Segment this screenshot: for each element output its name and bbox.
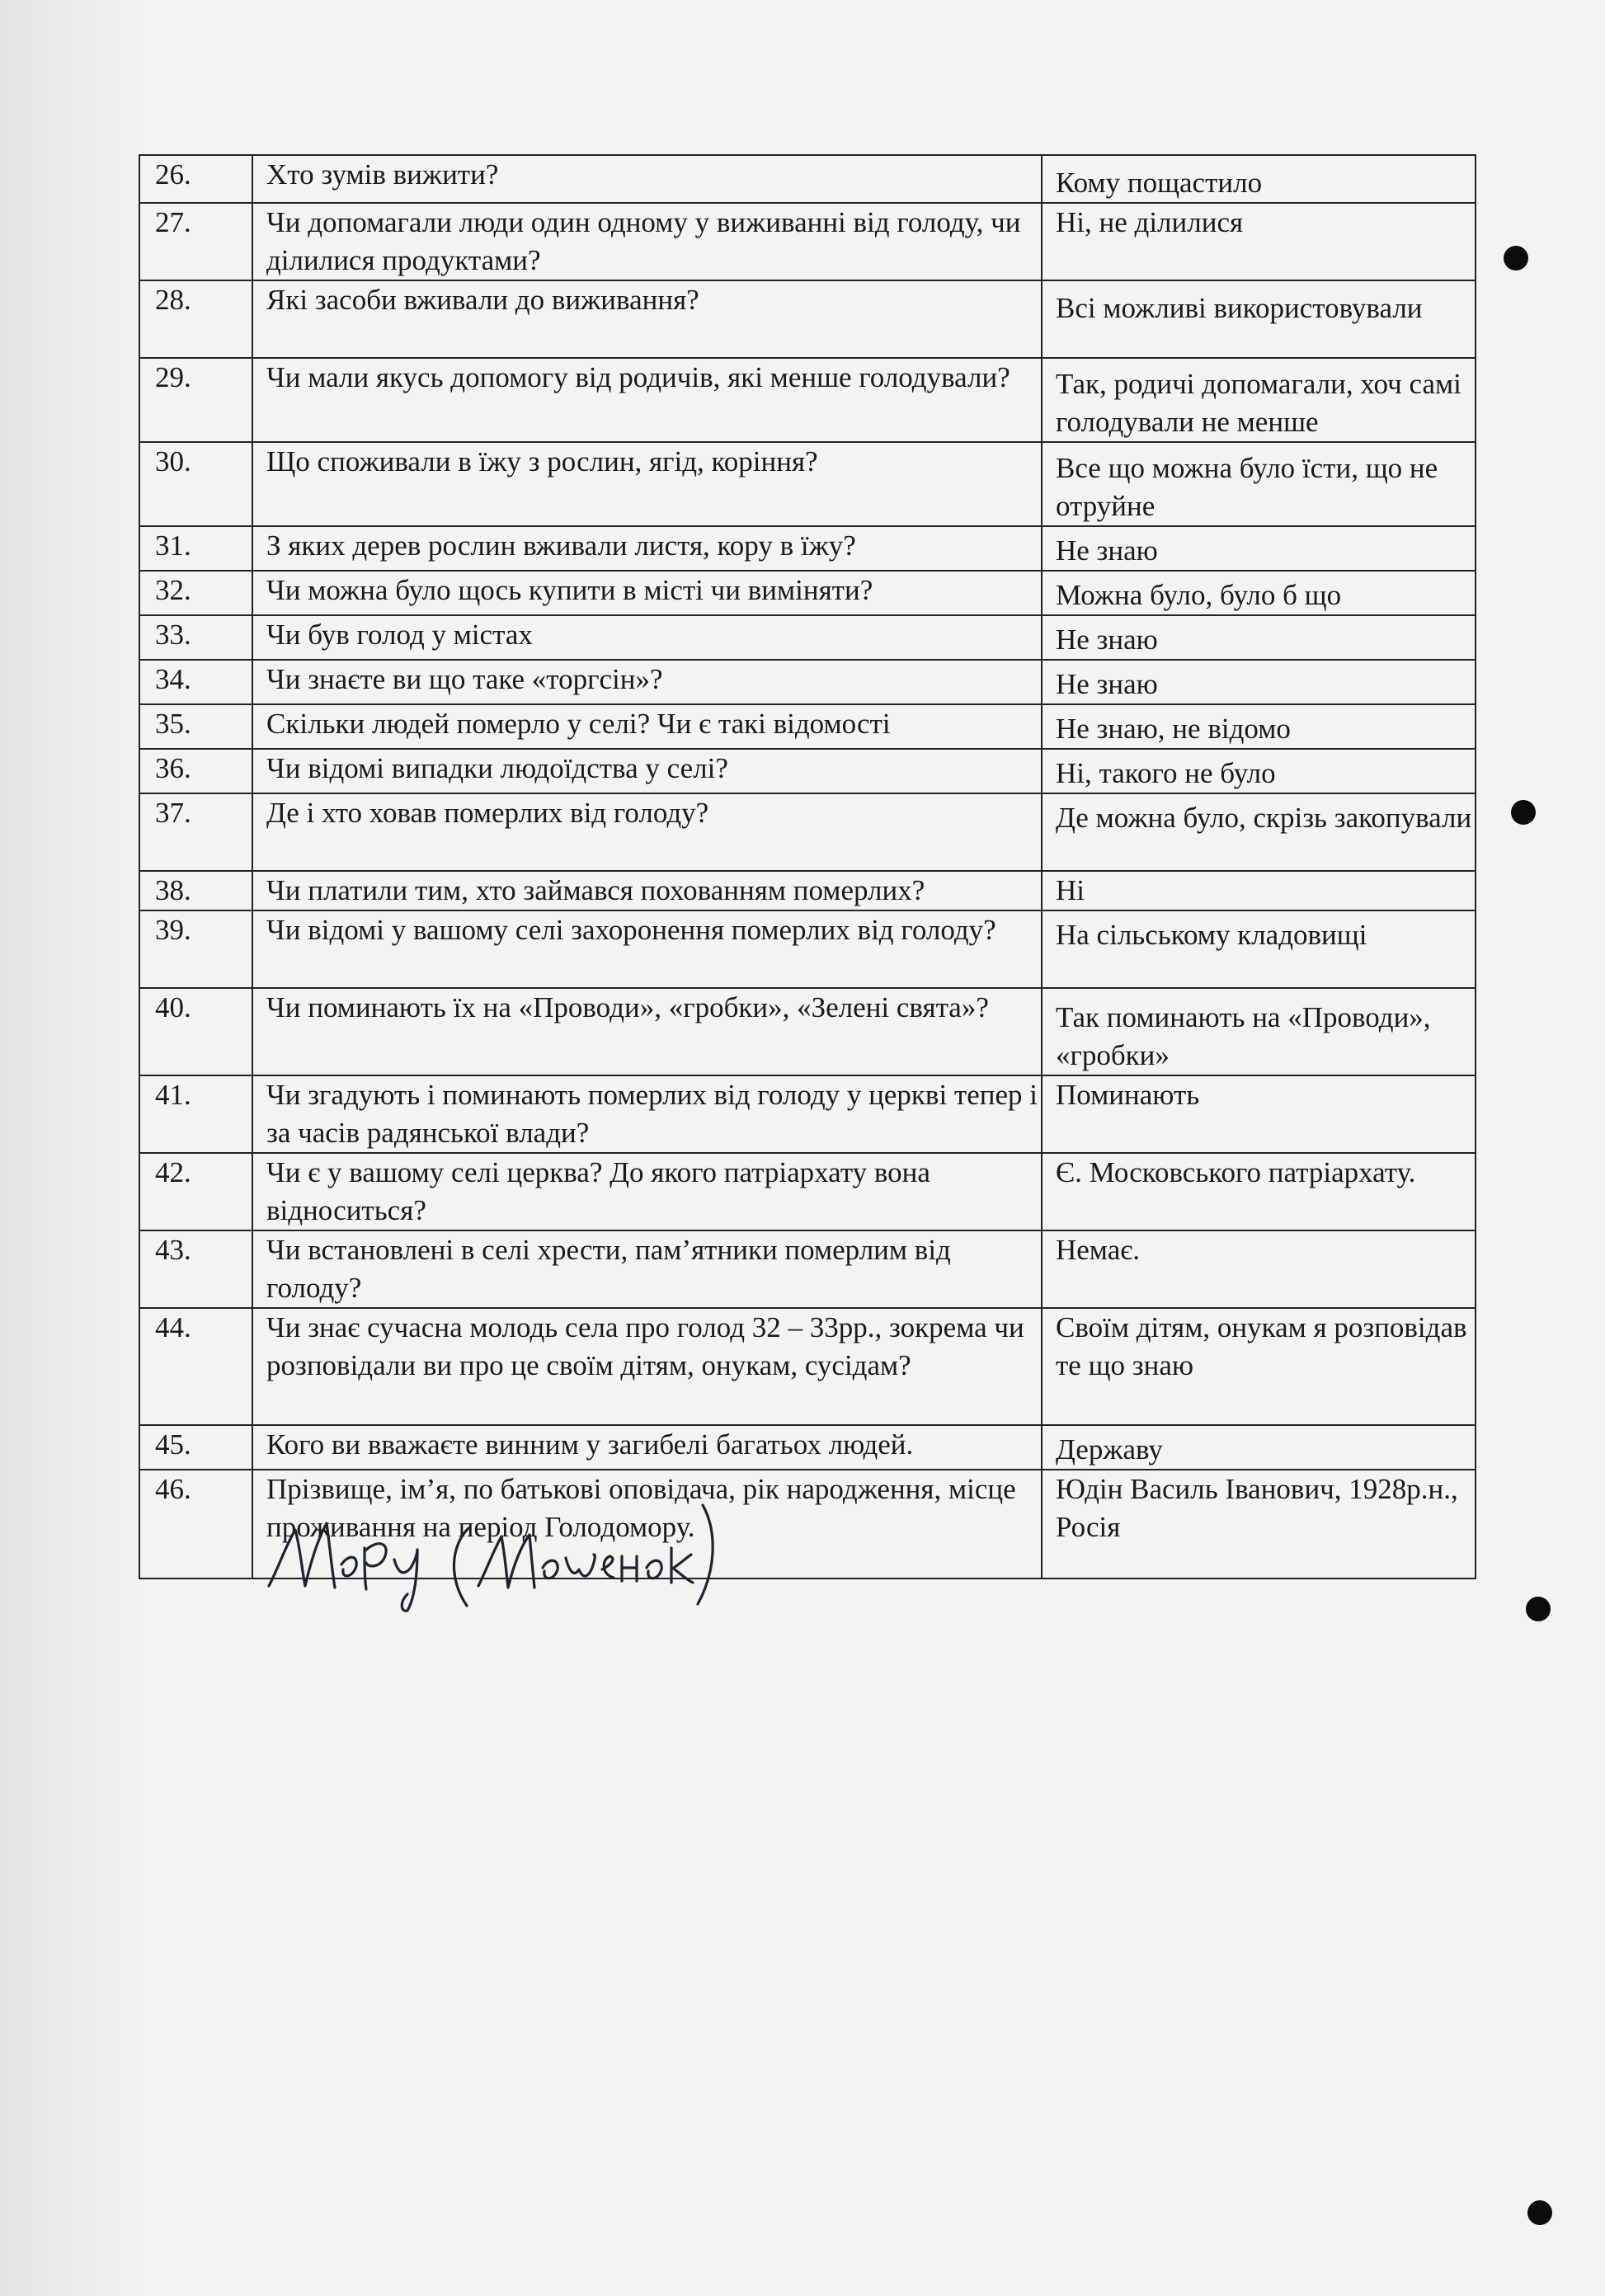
table-row [139, 442, 1476, 526]
question-number: 44. [139, 1308, 252, 1425]
question-text: Чи згадують і поминають померлих від голоду у церкві тепер і за часів радянської влади? [252, 1075, 1042, 1153]
question-text: Чи можна було щось купити в місті чи виміняти? [252, 571, 1042, 615]
handwritten-signature [262, 1489, 724, 1612]
question-number: 26. [139, 155, 252, 203]
table-row [139, 749, 1476, 793]
question-text: Кого ви вважаєте винним у загибелі багатьох людей. [252, 1425, 1042, 1470]
table-row [139, 1153, 1476, 1230]
question-text: Чи був голод у містах [252, 615, 1042, 660]
table-row [139, 615, 1476, 660]
question-number: 34. [139, 660, 252, 704]
answer-text: Державу [1042, 1425, 1476, 1470]
table-row [139, 280, 1476, 358]
question-text: Скільки людей померло у селі? Чи є такі відомості [252, 704, 1042, 749]
question-text: Чи поминають їх на «Проводи», «гробки», «Зелені свята»? [252, 988, 1042, 1075]
table-row [139, 358, 1476, 442]
answer-text: Так поминають на «Проводи», «гробки» [1042, 988, 1476, 1075]
table-row [139, 1308, 1476, 1425]
question-number: 45. [139, 1425, 252, 1470]
question-text: Чи платили тим, хто займався похованням померлих? [252, 871, 1042, 910]
question-number: 27. [139, 203, 252, 280]
question-number: 31. [139, 526, 252, 571]
questionnaire-table [139, 154, 1476, 1579]
answer-text: Ні, не ділилися [1042, 203, 1476, 280]
question-text: Чи мали якусь допомогу від родичів, які менше голодували? [252, 358, 1042, 442]
question-text: Хто зумів вижити? [252, 155, 1042, 203]
question-text: Чи є у вашому селі церква? До якого патріархату вона відноситься? [252, 1153, 1042, 1230]
punch-hole [1526, 1597, 1551, 1621]
answer-text: Є. Московського патріархату. [1042, 1153, 1476, 1230]
answer-text: Все що можна було їсти, що не отруйне [1042, 442, 1476, 526]
table-row [139, 660, 1476, 704]
answer-text: Не знаю [1042, 615, 1476, 660]
table-row [139, 1425, 1476, 1470]
question-number: 39. [139, 910, 252, 988]
question-number: 35. [139, 704, 252, 749]
question-number: 32. [139, 571, 252, 615]
answer-text: Поминають [1042, 1075, 1476, 1153]
table-row [139, 203, 1476, 280]
answer-text: Не знаю [1042, 526, 1476, 571]
table-row [139, 910, 1476, 988]
question-text: З яких дерев рослин вживали листя, кору в їжу? [252, 526, 1042, 571]
table-row [139, 871, 1476, 910]
table-row [139, 704, 1476, 749]
question-number: 36. [139, 749, 252, 793]
answer-text: Всі можливі використовували [1042, 280, 1476, 358]
question-number: 28. [139, 280, 252, 358]
table-row [139, 155, 1476, 203]
question-text: Чи допомагали люди один одному у виживанні від голоду, чи ділилися продуктами? [252, 203, 1042, 280]
table-row [139, 1230, 1476, 1308]
answer-text: Кому пощастило [1042, 155, 1476, 203]
question-text: Чи знаєте ви що таке «торгсін»? [252, 660, 1042, 704]
answer-text: Юдін Василь Іванович, 1928р.н., Росія [1042, 1470, 1476, 1578]
punch-hole [1527, 2200, 1552, 2225]
answer-text: Так, родичі допомагали, хоч самі голодували не менше [1042, 358, 1476, 442]
question-text: Чи встановлені в селі хрести, пам’ятники померлим від голоду? [252, 1230, 1042, 1308]
answer-text: Ні [1042, 871, 1476, 910]
table-row [139, 526, 1476, 571]
question-text: Які засоби вживали до виживання? [252, 280, 1042, 358]
question-text: Де і хто ховав померлих від голоду? [252, 793, 1042, 871]
question-number: 37. [139, 793, 252, 871]
question-number: 43. [139, 1230, 252, 1308]
answer-text: Ні, такого не було [1042, 749, 1476, 793]
question-number: 40. [139, 988, 252, 1075]
question-number: 30. [139, 442, 252, 526]
question-text: Що споживали в їжу з рослин, ягід, коріння? [252, 442, 1042, 526]
question-text: Чи відомі випадки людоїдства у селі? [252, 749, 1042, 793]
question-number: 46. [139, 1470, 252, 1578]
question-text: Прізвище, ім’я, по батькові оповідача, рік народження, місце проживання на період Голодомору. [252, 1470, 1042, 1578]
question-text: Чи відомі у вашому селі захоронення померлих від голоду? [252, 910, 1042, 988]
question-number: 42. [139, 1153, 252, 1230]
answer-text: Немає. [1042, 1230, 1476, 1308]
answer-text: Можна було, було б що [1042, 571, 1476, 615]
punch-hole [1504, 246, 1528, 271]
question-number: 41. [139, 1075, 252, 1153]
table-row [139, 793, 1476, 871]
question-number: 29. [139, 358, 252, 442]
punch-hole [1511, 800, 1536, 825]
answer-text: Де можна було, скрізь закопували [1042, 793, 1476, 871]
question-number: 33. [139, 615, 252, 660]
answer-text: На сільському кладовищі [1042, 910, 1476, 988]
table-row [139, 1075, 1476, 1153]
questionnaire-body [139, 155, 1476, 1578]
answer-text: Не знаю [1042, 660, 1476, 704]
question-text: Чи знає сучасна молодь села про голод 32 – 33рр., зокрема чи розповідали ви про це своїм дітям, онукам, сусідам? [252, 1308, 1042, 1425]
scan-edge-shadow [0, 0, 140, 2296]
table-row [139, 988, 1476, 1075]
answer-text: Своїм дітям, онукам я розповідав те що знаю [1042, 1308, 1476, 1425]
question-number: 38. [139, 871, 252, 910]
table-row [139, 571, 1476, 615]
answer-text: Не знаю, не відомо [1042, 704, 1476, 749]
